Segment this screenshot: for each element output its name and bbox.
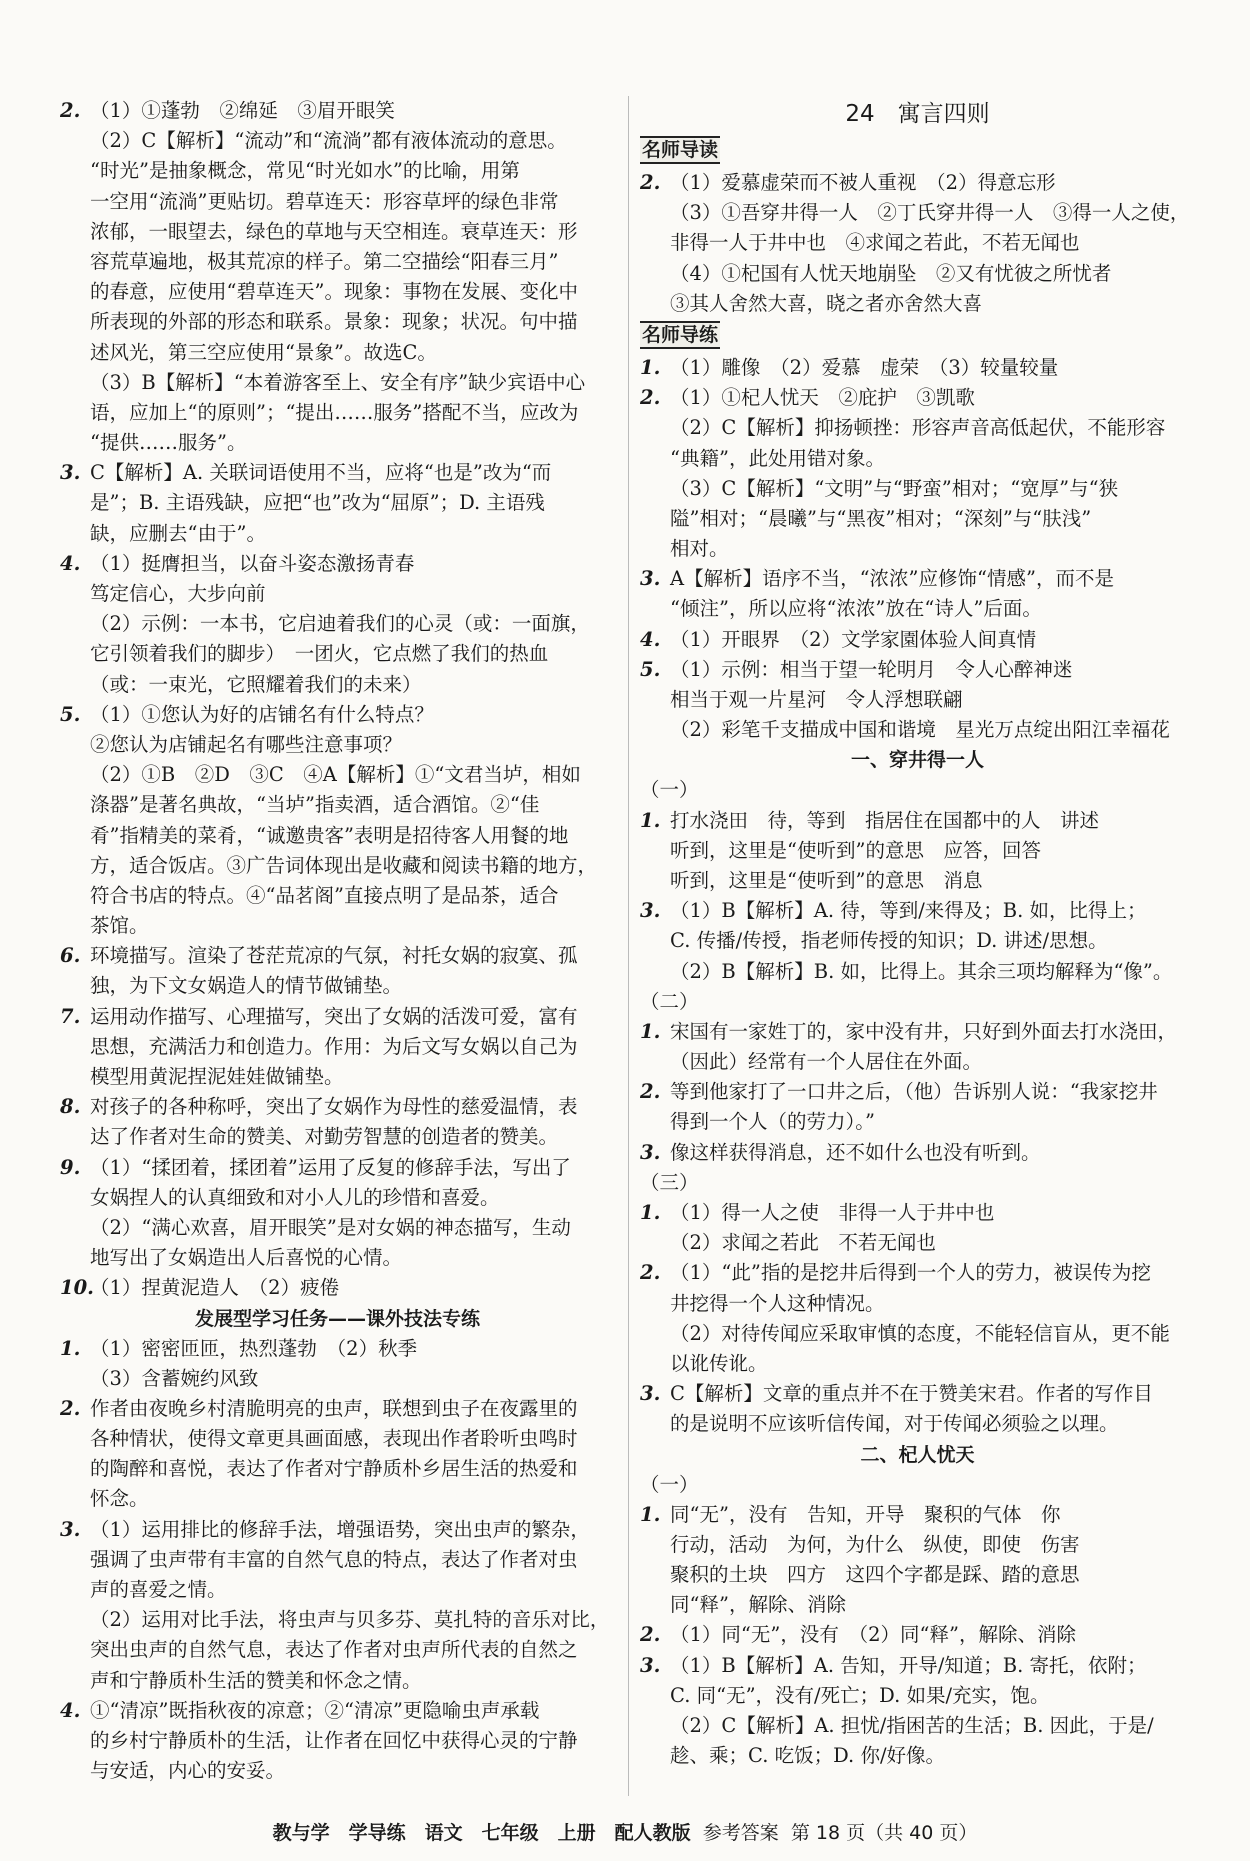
- answer-text: （1）B【解析】A. 告知，开导/知道；B. 寄托，依附；: [670, 1653, 1147, 1677]
- answer-line: [640, 1077, 1195, 1107]
- footer-page-number: 第 18 页（共 40 页）: [790, 1822, 978, 1844]
- answer-line: 的陶醉和喜悦，表达了作者对宁静质朴乡居生活的热爱和: [90, 1457, 578, 1481]
- question-number: 3.: [640, 1382, 661, 1406]
- answer-line: 方，适合饭店。③广告词体现出是收藏和阅读书籍的地方，: [90, 853, 598, 877]
- answer-line: [60, 941, 615, 971]
- part-label: （三）: [640, 1170, 699, 1194]
- answer-line: （3）含蓄婉约风致: [90, 1366, 259, 1390]
- answer-line: （2）示例：一本书，它启迪着我们的心灵（或：一面旗，: [90, 612, 590, 636]
- answer-line: 强调了虫声带有丰富的自然气息的特点，表达了作者对虫: [90, 1547, 578, 1571]
- answer-line: （3）B【解析】“本着游客至上、安全有序”缺少宾语中心: [90, 370, 586, 394]
- question-number: 3.: [640, 567, 661, 591]
- answer-line: [640, 168, 1195, 198]
- answer-line: （4）①杞国有人忧天地崩坠 ②又有忧彼之所忧者: [670, 261, 1112, 285]
- answer-line: “时光”是抽象概念，常见“时光如水”的比喻，用第: [90, 159, 520, 183]
- answer-line: 的是说明不应该听信传闻，对于传闻必须验之以理。: [670, 1412, 1119, 1436]
- answer-line: 的春意，应使用“碧草连天”。现象：事物在发展、变化中: [90, 280, 578, 304]
- answer-line: [60, 1002, 615, 1032]
- answer-line: （2）C【解析】“流动”和“流淌”都有液体流动的意思。: [90, 129, 567, 153]
- answer-text: （1）爱慕虚荣而不被人重视 （2）得意忘形: [670, 171, 1056, 194]
- question-number: 3.: [60, 1517, 81, 1541]
- answer-line: （2）B【解析】B. 如，比得上。其余三项均解释为“像”。: [670, 959, 1173, 983]
- answer-line: [640, 896, 1195, 926]
- answer-line: 井挖得一个人这种情况。: [670, 1291, 885, 1315]
- answer-text: （1）得一人之使 非得一人于井中也: [670, 1201, 995, 1224]
- question-number: 2.: [640, 171, 661, 194]
- answer-line: ③其人舍然大喜，晓之者亦舍然大喜: [670, 291, 983, 315]
- question-number: 5.: [60, 702, 81, 726]
- answer-text: （1）捏黄泥造人 （2）疲倦: [90, 1276, 340, 1300]
- answer-line: 模型用黄泥捏泥娃娃做铺垫。: [90, 1065, 344, 1088]
- answer-line: ②您认为店铺起名有哪些注意事项？: [90, 732, 403, 756]
- answer-line: （2）C【解析】A. 担忧/指困苦的生活；B. 因此，于是/: [670, 1714, 1154, 1737]
- answer-line: 缺，应删去“由于”。: [90, 521, 266, 545]
- question-number: 1.: [640, 1201, 661, 1224]
- answer-line: [640, 625, 1195, 655]
- answer-line: [60, 700, 615, 730]
- answer-text: 作者由夜晚乡村清脆明亮的虫声，联想到虫子在夜露里的: [90, 1396, 578, 1420]
- answer-line: [60, 1092, 615, 1122]
- answer-line: 怀念。: [90, 1487, 149, 1511]
- answer-line: 各种情状，使得文章更具画面感，表现出作者聆听虫鸣时: [90, 1427, 578, 1451]
- answer-line: C. 传播/传授，指老师传授的知识；D. 讲述/思想。: [670, 929, 1108, 953]
- answer-line: （2）运用对比手法，将虫声与贝多芬、莫扎特的音乐对比，: [90, 1608, 610, 1632]
- question-number: 9.: [60, 1155, 81, 1179]
- answer-line: [640, 1651, 1195, 1681]
- section-header: 名师导读: [640, 136, 720, 164]
- answer-line: 达了作者对生命的赞美、对勤劳智慧的创造者的赞美。: [90, 1125, 559, 1149]
- answer-line: [640, 1500, 1195, 1530]
- part-label: （二）: [640, 989, 699, 1013]
- answer-text: （1）①杞人忧天 ②庇护 ③凯歌: [670, 386, 975, 410]
- question-number: 4.: [640, 627, 661, 651]
- answer-line: 与安适，内心的安妥。: [90, 1759, 286, 1783]
- answer-line: [60, 96, 615, 126]
- answer-line: 声和宁静质朴生活的赞美和怀念之情。: [90, 1668, 422, 1692]
- answer-line: [60, 1394, 615, 1424]
- answer-line: 述风光，第三空应使用“景象”。故选C。: [90, 340, 437, 364]
- subsection-title: 一、穿井得一人: [850, 749, 984, 772]
- footer-section: 参考答案: [702, 1822, 779, 1844]
- answer-line: 所表现的外部的形态和联系。景象：现象；状况。句中描: [90, 310, 578, 334]
- answer-text: 像这样获得消息，还不如什么也没有听到。: [670, 1140, 1041, 1164]
- answer-line: [640, 353, 1195, 383]
- answer-text: （1）开眼界 （2）文学家園体验人间真情: [670, 627, 1037, 651]
- answer-text: ①“清凉”既指秋夜的凉意；②“清凉”更隐喻虫声承载: [90, 1698, 540, 1722]
- question-number: 2.: [640, 1261, 661, 1285]
- answer-line: 地写出了女娲造出人后喜悦的心情。: [90, 1246, 403, 1270]
- answer-line: 突出虫声的自然气息，表达了作者对虫声所代表的自然之: [90, 1638, 578, 1662]
- question-number: 10.: [60, 1276, 94, 1300]
- question-number: 4.: [60, 1698, 81, 1722]
- answer-line: [640, 564, 1195, 594]
- answer-line: [640, 1198, 1195, 1228]
- answer-text: （1）同“无”，没有 （2）同“释”，解除、消除: [670, 1623, 1076, 1647]
- answer-line: 容荒草遍地，极其荒凉的样子。第二空描绘“阳春三月”: [90, 249, 559, 273]
- question-number: 1.: [640, 808, 661, 832]
- question-number: 6.: [60, 944, 81, 968]
- subsection-title: 发展型学习任务——课外技法专练: [194, 1307, 480, 1330]
- answer-text: 打水浇田 待，等到 指居住在国都中的人 讲述: [670, 808, 1100, 832]
- answer-line: “典籍”，此处用错对象。: [670, 446, 885, 470]
- question-number: 3.: [640, 1653, 661, 1677]
- answer-text: 对孩子的各种称呼，突出了女娲作为母性的慈爱温情，表: [90, 1095, 578, 1119]
- answer-line: 听到，这里是“使听到”的意思 应答，回答: [670, 838, 1041, 862]
- section-header-row: [640, 319, 1195, 353]
- answer-line: [640, 806, 1195, 836]
- answer-line: 以讹传讹。: [670, 1351, 768, 1375]
- answer-text: （1）示例：相当于望一轮明月 令人心醉神迷: [670, 657, 1073, 681]
- question-number: 2.: [60, 99, 81, 122]
- answer-line: 茶馆。: [90, 914, 149, 938]
- question-number: 2.: [640, 386, 661, 410]
- answer-line: [60, 1273, 615, 1303]
- answer-line: [640, 1379, 1195, 1409]
- answer-line: [640, 1620, 1195, 1650]
- answer-line: “提供……服务”。: [90, 431, 247, 455]
- subsection-title: 二、杞人忧天: [860, 1443, 975, 1466]
- part-label: （一）: [640, 1472, 699, 1496]
- answer-line: 独，为下文女娲造人的情节做铺垫。: [90, 974, 403, 998]
- answer-line: 一空用“流淌”更贴切。碧草连天：形容草坪的绿色非常: [90, 189, 559, 213]
- answer-text: （1）①您认为好的店铺名有什么特点？: [90, 702, 434, 726]
- answer-line: 相对。: [670, 537, 729, 561]
- answer-line: [60, 1334, 615, 1364]
- page-footer: [0, 1818, 1250, 1845]
- answer-line: （或：一束光，它照耀着我们的未来）: [90, 672, 422, 696]
- answer-line: 它引领着我们的脚步） 一团火，它点燃了我们的热血: [90, 642, 549, 666]
- answer-line: 语，应加上“的原则”；“提出……服务”搭配不当，应改为: [90, 400, 579, 424]
- question-number: 8.: [60, 1095, 81, 1119]
- answer-line: 肴”指精美的菜肴，“诚邀贵客”表明是招待客人用餐的地: [90, 823, 569, 847]
- column-divider: [628, 96, 629, 1796]
- answer-line: （2）“满心欢喜，眉开眼笑”是对女娲的神态描写，生动: [90, 1215, 571, 1239]
- question-number: 2.: [640, 1623, 661, 1647]
- answer-text: （1）B【解析】A. 待，等到/来得及；B. 如，比得上；: [670, 899, 1147, 923]
- answer-line: [640, 1138, 1195, 1168]
- answer-line: “倾注”，所以应将“浓浓”放在“诗人”后面。: [670, 597, 1042, 621]
- answer-line: 符合书店的特点。④“品茗阁”直接点明了是品茶，适合: [90, 883, 559, 907]
- answer-text: 同“无”，没有 告知，开导 聚积的气体 你: [670, 1502, 1061, 1526]
- answer-line: [60, 549, 615, 579]
- answer-line: [60, 458, 615, 488]
- question-number: 2.: [60, 1396, 81, 1420]
- lesson-title: 24 寓言四则: [845, 101, 990, 127]
- answer-text: （1）雕像 （2）爱慕 虚荣 （3）较量较量: [670, 355, 1059, 379]
- answer-line: 听到，这里是“使听到”的意思 消息: [670, 868, 983, 892]
- answer-text: （1）运用排比的修辞手法，增强语势，突出虫声的繁杂，: [90, 1517, 590, 1541]
- answer-line: [640, 1017, 1195, 1047]
- answer-line: 涤器”是著名典故，“当垆”指卖酒，适合酒馆。②“佳: [90, 793, 540, 817]
- answer-line: C. 同“无”，没有/死亡；D. 如果/充实，饱。: [670, 1683, 1050, 1707]
- answer-text: 等到他家打了一口井之后，（他）告诉别人说：“我家挖井: [670, 1080, 1158, 1104]
- answer-text: A【解析】语序不当，“浓浓”应修饰“情感”，而不是: [670, 567, 1114, 591]
- answer-text: （1）挺膺担当，以奋斗姿态激扬青春: [90, 551, 415, 575]
- answer-line: （2）对待传闻应采取审慎的态度，不能轻信盲从，更不能: [670, 1321, 1170, 1345]
- answer-text: （1）密密匝匝，热烈蓬勃 （2）秋季: [90, 1336, 418, 1360]
- answer-line: [60, 1515, 615, 1545]
- answer-line: 思想，充满活力和创造力。作用：为后文写女娲以自己为: [90, 1034, 578, 1058]
- answer-line: 是”；B. 主语残缺，应把“也”改为“屈原”；D. 主语残: [90, 491, 545, 515]
- answer-line: 隘”相对；“晨曦”与“黑夜”相对；“深刻”与“肤浅”: [670, 506, 1092, 530]
- question-number: 2.: [640, 1080, 661, 1104]
- answer-line: 声的喜爱之情。: [90, 1578, 227, 1601]
- answer-line: [640, 383, 1195, 413]
- answer-text: 宋国有一家姓丁的，家中没有井，只好到外面去打水浇田，: [670, 1019, 1178, 1043]
- answer-line: 得到一个人（的劳力）。”: [670, 1110, 875, 1134]
- answer-line: 笃定信心，大步向前: [90, 582, 266, 605]
- answer-line: （3）①吾穿井得一人 ②丁氏穿井得一人 ③得一人之使，: [670, 201, 1190, 225]
- question-number: 3.: [640, 899, 661, 923]
- question-number: 1.: [640, 355, 661, 379]
- answer-line: 趁、乘；C. 吃饭；D. 你/好像。: [670, 1744, 946, 1768]
- question-number: 3.: [640, 1140, 661, 1164]
- footer-book: 教与学 学导练 语文 七年级 上册 配人教版: [272, 1822, 691, 1844]
- question-number: 7.: [60, 1004, 81, 1028]
- answer-text: （1）“揉团着，揉团着”运用了反复的修辞手法，写出了: [90, 1155, 571, 1179]
- part-label: （一）: [640, 778, 699, 802]
- answer-line: 相当于观一片星河 令人浮想联翩: [670, 688, 963, 711]
- answer-line: 聚积的土块 四方 这四个字都是踩、踏的意思: [670, 1563, 1080, 1587]
- answer-line: 浓郁，一眼望去，绿色的草地与天空相连。衰草连天：形: [90, 219, 578, 243]
- answer-line: 非得一人于井中也 ④求闻之若此，不若无闻也: [670, 231, 1080, 255]
- answer-line: [60, 1696, 615, 1726]
- right-column: [640, 96, 1195, 1771]
- section-header: 名师导练: [640, 321, 720, 349]
- answer-line: 同“释”，解除、消除: [670, 1593, 846, 1617]
- answer-line: （2）求闻之若此 不若无闻也: [670, 1231, 936, 1255]
- answer-text: 环境描写。渲染了苍茫荒凉的气氛，衬托女娲的寂寞、孤: [90, 944, 578, 968]
- answer-text: C【解析】A. 关联词语使用不当，应将“也是”改为“而: [90, 461, 552, 485]
- answer-line: （2）彩笔千支描成中国和谐境 星光万点绽出阳江幸福花: [670, 718, 1170, 742]
- answer-line: 的乡村宁静质朴的生活，让作者在回忆中获得心灵的宁静: [90, 1728, 578, 1752]
- question-number: 1.: [60, 1336, 81, 1360]
- answer-line: [640, 1258, 1195, 1288]
- answer-line: （3）C【解析】“文明”与“野蛮”相对；“宽厚”与“狭: [670, 476, 1119, 500]
- question-number: 1.: [640, 1019, 661, 1043]
- answer-text: （1）①蓬勃 ②绵延 ③眉开眼笑: [90, 99, 395, 122]
- answer-text: 运用动作描写、心理描写，突出了女娲的活泼可爱，富有: [90, 1004, 578, 1028]
- section-header-row: [640, 134, 1195, 168]
- answer-line: （因此）经常有一个人居住在外面。: [670, 1050, 983, 1074]
- answer-line: （2）C【解析】抑扬顿挫：形容声音高低起伏，不能形容: [670, 416, 1166, 440]
- question-number: 3.: [60, 461, 81, 485]
- answer-text: C【解析】文章的重点并不在于赞美宋君。作者的写作目: [670, 1382, 1153, 1406]
- answer-text: （1）“此”指的是挖井后得到一个人的劳力，被误传为挖: [670, 1261, 1151, 1285]
- answer-line: （2）①B ②D ③C ④A【解析】①“文君当垆，相如: [90, 763, 581, 787]
- answer-line: [640, 655, 1195, 685]
- question-number: 4.: [60, 551, 81, 575]
- question-number: 1.: [640, 1502, 661, 1526]
- left-column: [60, 96, 615, 1786]
- answer-line: 女娲捏人的认真细致和对小人儿的珍惜和喜爱。: [90, 1185, 500, 1209]
- answer-line: 行动，活动 为何，为什么 纵使，即使 伤害: [670, 1532, 1080, 1556]
- answer-line: [60, 1153, 615, 1183]
- question-number: 5.: [640, 657, 661, 681]
